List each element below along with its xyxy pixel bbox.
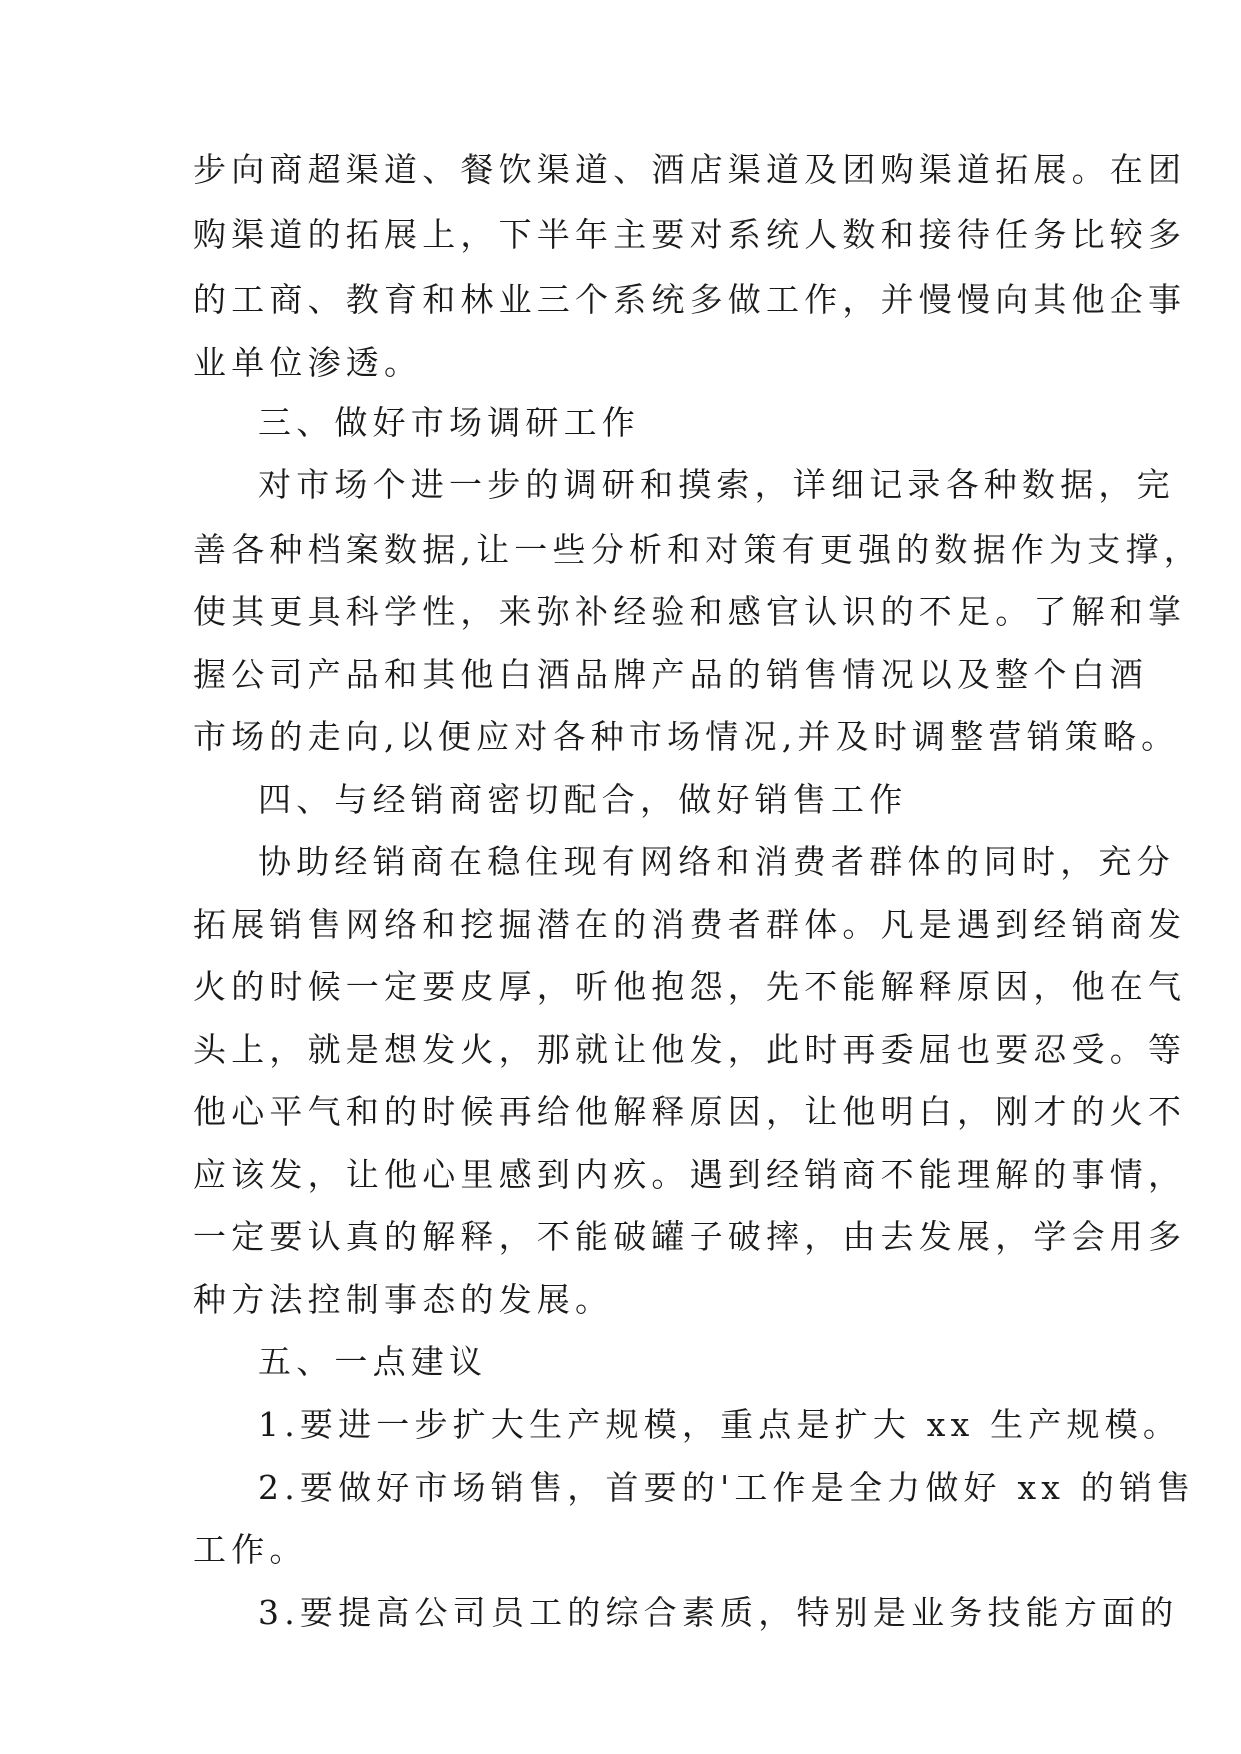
list-item: 2.要做好市场销售，首要的'工作是全力做好 xx 的销售 [258,1468,1196,1507]
body-line: 工作。 [193,1530,308,1569]
body-line: 使其更具科学性，来弥补经验和感官认识的不足。了解和掌 [193,592,1187,631]
body-line: 善各种档案数据,让一些分析和对策有更强的数据作为支撑， [193,530,1202,569]
body-line: 头上，就是想发火，那就让他发，此时再委屈也要忍受。等 [193,1030,1187,1069]
section-heading: 四、与经销商密切配合，做好销售工作 [258,780,908,819]
body-line: 拓展销售网络和挖掘潜在的消费者群体。凡是遇到经销商发 [193,905,1187,944]
body-line: 步向商超渠道、餐饮渠道、酒店渠道及团购渠道拓展。在团 [193,150,1187,189]
body-line: 购渠道的拓展上，下半年主要对系统人数和接待任务比较多 [193,215,1187,254]
section-heading: 五、一点建议 [258,1342,488,1381]
body-line: 火的时候一定要皮厚，听他抱怨，先不能解释原因，他在气 [193,967,1187,1006]
body-line: 对市场个进一步的调研和摸索，详细记录各种数据，完 [258,465,1175,504]
section-heading: 三、做好市场调研工作 [258,403,640,442]
body-line: 他心平气和的时候再给他解释原因，让他明白，刚才的火不 [193,1092,1187,1131]
body-line: 市场的走向,以便应对各种市场情况,并及时调整营销策略。 [193,717,1180,756]
body-line: 业单位渗透。 [193,343,423,382]
body-line: 协助经销商在稳住现有网络和消费者群体的同时，充分 [258,842,1175,881]
body-line: 的工商、教育和林业三个系统多做工作，并慢慢向其他企事 [193,280,1187,319]
body-line: 一定要认真的解释，不能破罐子破摔，由去发展，学会用多 [193,1217,1187,1256]
body-line: 握公司产品和其他白酒品牌产品的销售情况以及整个白酒 [193,655,1148,694]
list-item: 1.要进一步扩大生产规模，重点是扩大 xx 生产规模。 [258,1405,1182,1444]
body-line: 应该发，让他心里感到内疚。遇到经销商不能理解的事情， [193,1155,1187,1194]
body-line: 种方法控制事态的发展。 [193,1280,614,1319]
list-item: 3.要提高公司员工的综合素质，特别是业务技能方面的 [258,1593,1179,1632]
